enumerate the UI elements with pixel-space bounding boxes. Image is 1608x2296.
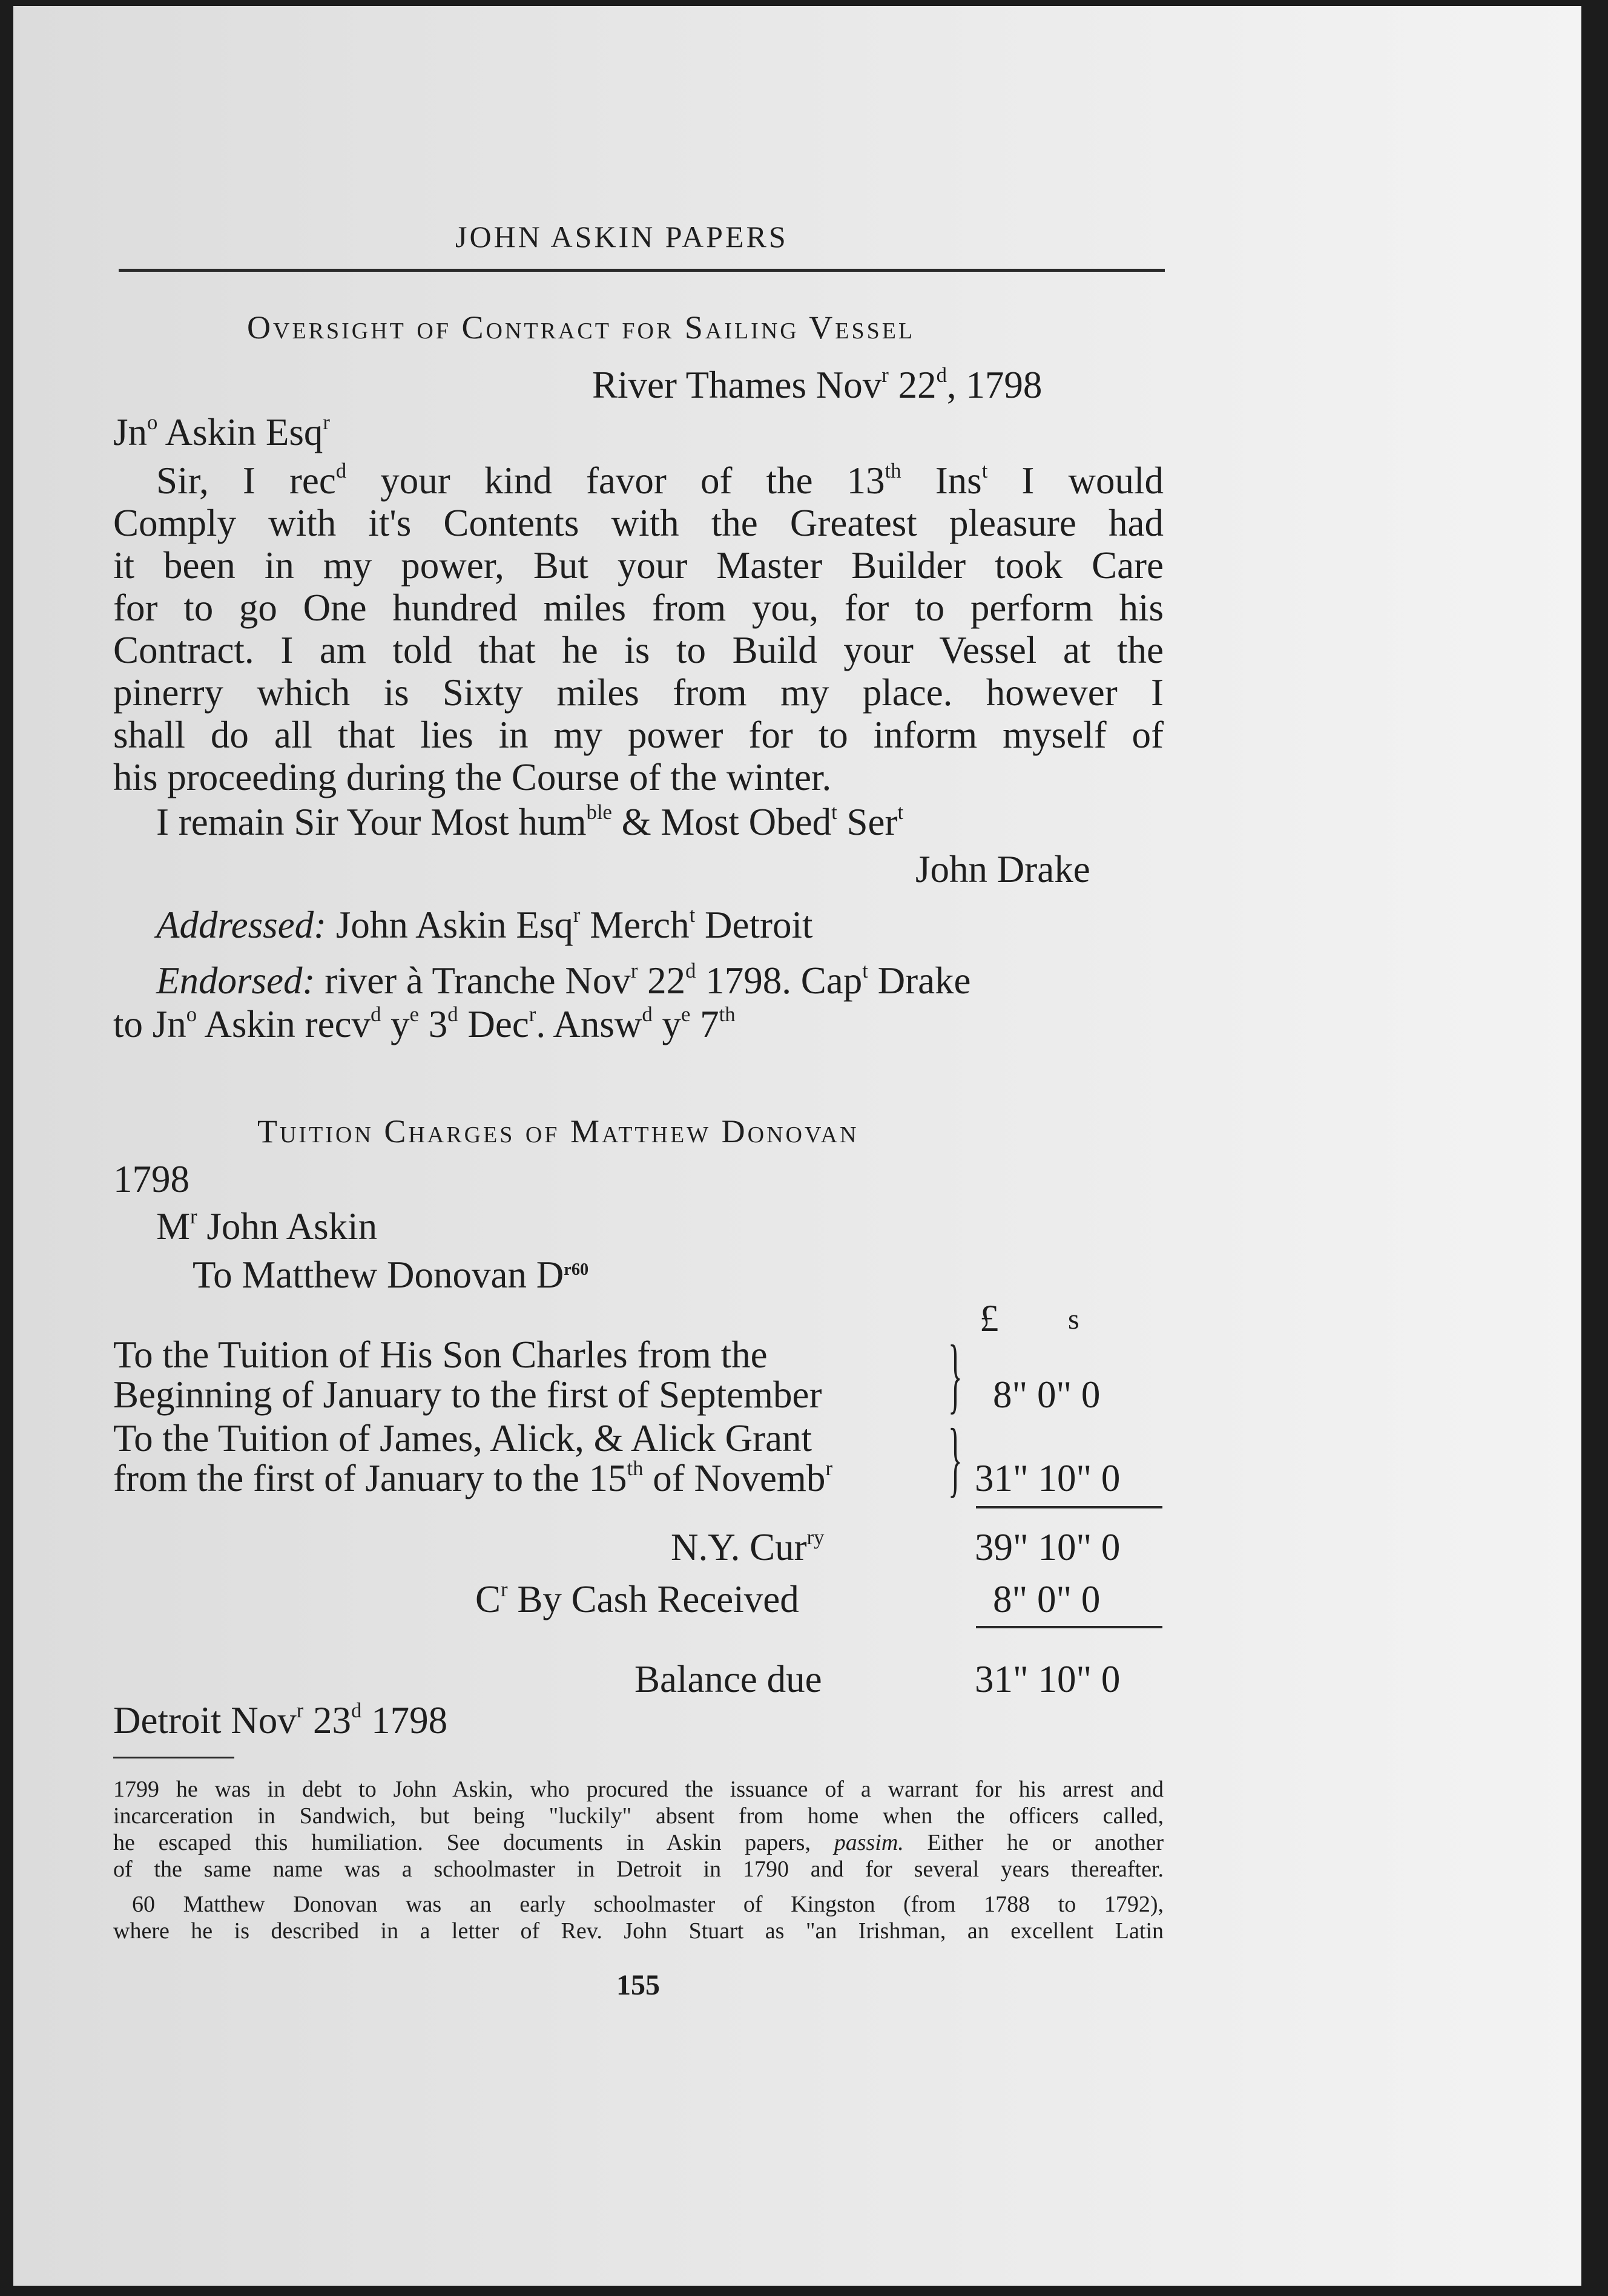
pound-column-header: £	[980, 1297, 999, 1340]
footnote-59-line-4: of the same name was a schoolmaster in Detroit in 1790 and for several years thereafter.	[113, 1857, 1164, 1882]
page-number: 155	[616, 1969, 660, 2001]
footnote-59-line-3: he escaped this humiliation. See documents in Askin papers, passim. Either he or another	[113, 1830, 1164, 1855]
running-head: JOHN ASKIN PAPERS	[455, 220, 788, 254]
header-rule	[119, 269, 1165, 272]
subtotal-amount: 39" 10" 0	[975, 1526, 1121, 1568]
letter-body-line-4: for to go One hundred miles from you, for to perform his	[113, 587, 1164, 629]
subtotal-rule	[976, 1506, 1162, 1508]
letter-body-line-6: pinerry which is Sixty miles from my place. however I	[113, 671, 1164, 714]
item1-description-line-2: Beginning of January to the first of September	[113, 1373, 822, 1416]
tuition-creditor: To Matthew Donovan $D^{r60}$	[193, 1254, 589, 1296]
item2-brace: }	[948, 1412, 963, 1505]
letter-closing: I remain Sir Your Most hum$^{ble}$ & Most Obed$^t$ Ser$^t$	[156, 801, 904, 843]
footnote-59-line-1: 1799 he was in debt to John Askin, who procured the issuance of a warrant for his arrest and	[113, 1777, 1164, 1802]
letter-body-line-8: his proceeding during the Course of the winter.	[113, 756, 832, 798]
letter-body-line-5: Contract. I am told that he is to Build your Vessel at the	[113, 629, 1164, 671]
item2-amount: 31" 10" 0	[975, 1457, 1121, 1499]
tuition-dated: Detroit Nov$^r$ 23$^d$ 1798	[113, 1699, 448, 1742]
item1-amount: 8" 0" 0	[993, 1373, 1101, 1416]
balance-due-amount: 31" 10" 0	[975, 1658, 1121, 1700]
footnote-60-line-1: 60 Matthew Donovan was an early schoolmaster of Kingston (from 1788 to 1792),	[132, 1892, 1164, 1917]
letter-body-line-1: Sir, I rec$^d$ your kind favor of the 13th Ins$^t$ I would	[156, 459, 1164, 502]
footnote-rule	[113, 1757, 234, 1758]
item2-description-line-1: To the Tuition of James, Alick, & Alick Grant	[113, 1417, 812, 1459]
letter-endorsed-line-1: Endorsed: river à Tranche Nov$^r$ 22$^d$ 1798. Cap$^t$ Drake	[156, 959, 971, 1002]
letter-body-line-2: Comply with it's Contents with the Greatest pleasure had	[113, 502, 1164, 544]
letter-addressed: Addressed: John Askin Esq$^r$ Merch$^t$ Detroit	[156, 904, 813, 946]
letter-body-line-3: it been in my power, But your Master Builder took Care	[113, 544, 1164, 587]
letter-body-line-7: shall do all that lies in my power for to inform myself of	[113, 714, 1164, 756]
letter-endorsed-line-2: to Jn$^o$ Askin recv$^d$ $y^e$ 3$^d$ Dec$^r$. Answ$^d$ $y^e$ 7th	[113, 1003, 736, 1045]
footnote-59-line-2: incarceration in Sandwich, but being "luckily" absent from home when the officers called,	[113, 1803, 1164, 1829]
letter-signature: John Drake	[915, 848, 1090, 890]
letter-salutation: Jn$^o$ Askin Esq$^r$	[113, 411, 330, 453]
footnote-60-line-2: where he is described in a letter of Rev. John Stuart as "an Irishman, an excellent Latin	[113, 1918, 1164, 1944]
tuition-year: 1798	[113, 1158, 189, 1200]
cash-received-label: $C^r$ By Cash Received	[475, 1578, 799, 1620]
cash-received-amount: 8" 0" 0	[993, 1578, 1101, 1620]
subtotal-label: N.Y. Cur$^{ry}$	[671, 1526, 825, 1568]
item1-description-line-1: To the Tuition of His Son Charles from the	[113, 1334, 768, 1376]
tuition-debtor: $M^r$ John Askin	[156, 1205, 378, 1248]
item2-description-line-2: from the first of January to the 15th of Novemb$^r$	[113, 1457, 832, 1499]
letter-place-date: River Thames Nov$^r$ 22$^d$, 1798	[592, 364, 1043, 406]
balance-rule	[976, 1626, 1162, 1628]
letter-title: Oversight of Contract for Sailing Vessel	[247, 309, 915, 346]
tuition-title: Tuition Charges of Matthew Donovan	[257, 1113, 859, 1150]
balance-due-label: Balance due	[634, 1658, 822, 1700]
item1-brace: }	[948, 1328, 963, 1422]
shilling-column-header: s	[1068, 1303, 1079, 1335]
